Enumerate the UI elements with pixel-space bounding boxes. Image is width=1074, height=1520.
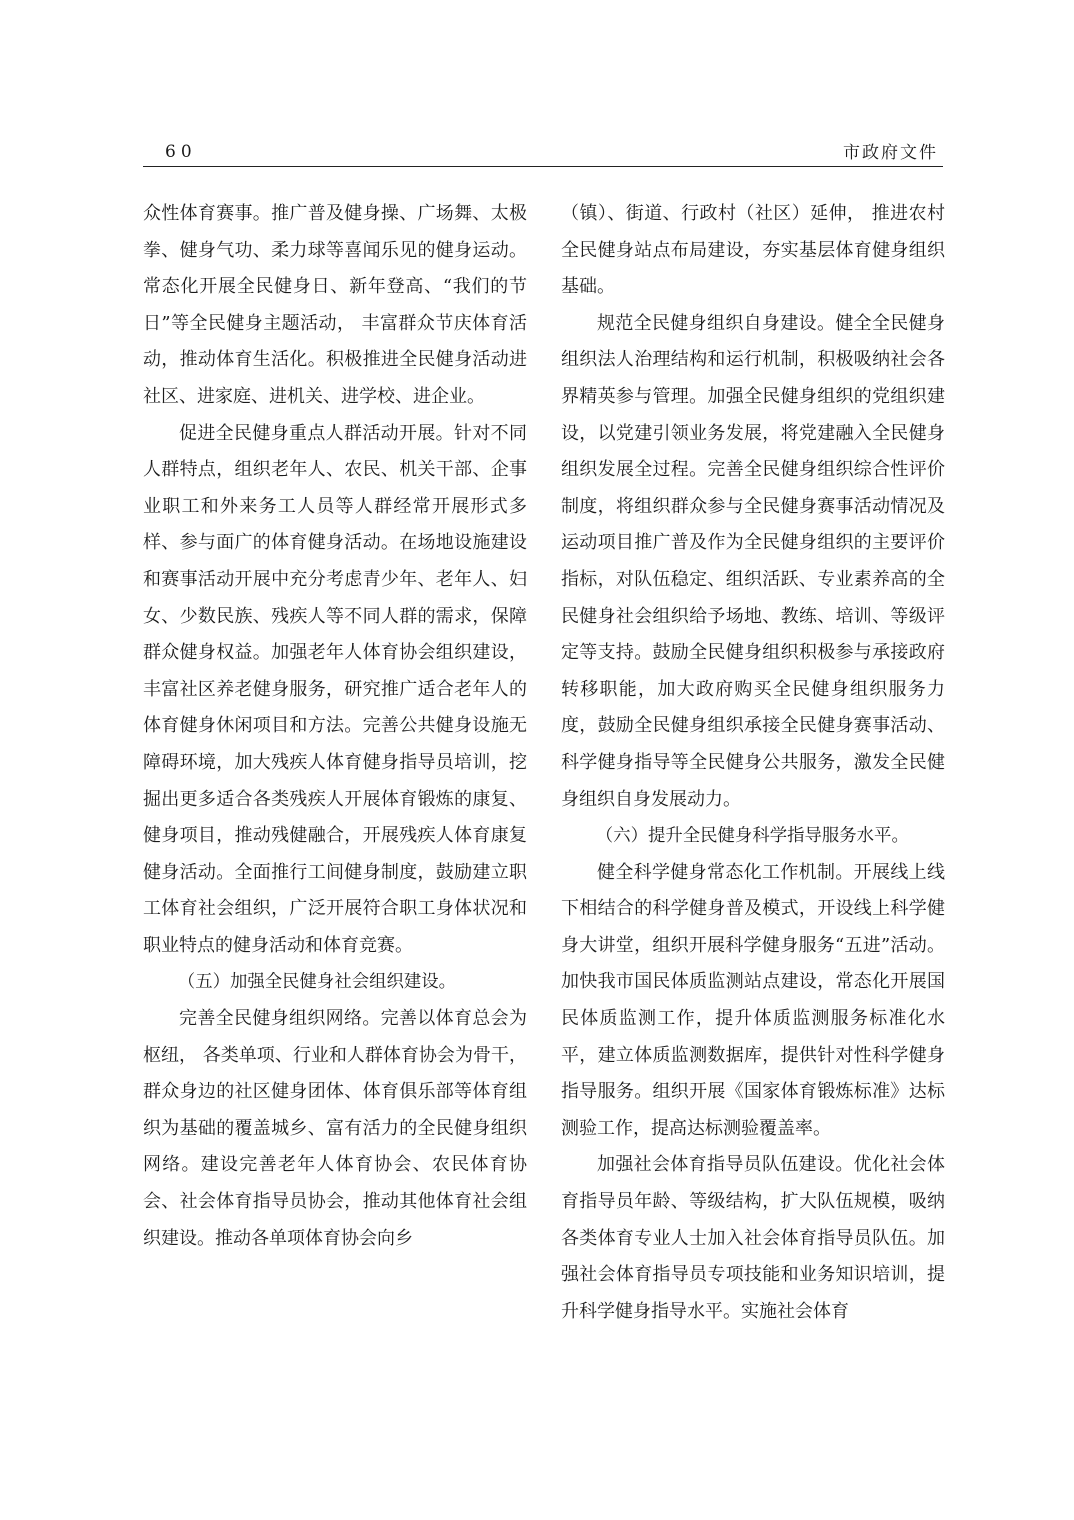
paragraph-organization-network: 完善全民健身组织网络。完善以体育总会为枢纽， 各类单项、行业和人群体育协会为骨干，群众身边的社区健身团体、体育俱乐部等体育组织为基础的覆盖城乡、富有活力的全民健身组织网络。建设完善老年人体育协会、农民体育协会、社会体育指导员协会，推动其他体育社会组织建设。推动各单项体育协会向乡 [143, 1008, 527, 1249]
page-header [143, 136, 943, 167]
paragraph-organization-standards: 规范全民健身组织自身建设。健全全民健身组织法人治理结构和运行机制，积极吸纳社会各界精英参与管理。加强全民健身组织的党组织建设，以党建引领业务发展，将党建融入全民健身组织发展全过程。完善全民健身组织综合性评价制度，将组织群众参与全民健身赛事活动情况及运动项目推广普及作为全民健身组织的主要评价指标，对队伍稳定、组织活跃、专业素养高的全民健身社会组织给予场地、教练、培训、等级评定等支持。鼓励全民健身组织积极参与承接政府转移职能，加大政府购买全民健身组织服务力度，鼓励全民健身组织承接全民健身赛事活动、科学健身指导等全民健身公共服务，激发全民健身组织自身发展动力。 [561, 312, 945, 810]
paragraph-scientific-fitness: 健全科学健身常态化工作机制。开展线上线下相结合的科学健身普及模式，开设线上科学健身大讲堂，组织开展科学健身服务“五进”活动。加快我市国民体质监测站点建设，常态化开展国民体质监测工作，提升体质监测服务标准化水平，建立体质监测数据库，提供针对性科学健身指导服务。组织开展《国家体育锻炼标准》达标测验工作，提高达标测验覆盖率。 [561, 861, 945, 1139]
running-title: 市政府文件 [843, 143, 938, 163]
left-column [143, 196, 527, 1257]
paragraph-continuation-right: （镇）、街道、行政村（社区）延伸， 推进农村全民健身站点布局建设，夯实基层体育健身组织基础。 [561, 203, 945, 298]
section-heading-5: （五）加强全民健身社会组织建设。 [177, 972, 457, 993]
paragraph-instructor-team: 加强社会体育指导员队伍建设。优化社会体育指导员年龄、等级结构，扩大队伍规模，吸纳各类体育专业人士加入社会体育指导员队伍。加强社会体育指导员专项技能和业务知识培训，提升科学健身指导水平。实施社会体育 [561, 1154, 945, 1322]
paragraph-continuation: 众性体育赛事。推广普及健身操、广场舞、太极拳、健身气功、柔力球等喜闻乐见的健身运动。常态化开展全民健身日、新年登高、“我们的节日”等全民健身主题活动， 丰富群众节庆体育活动，推动体育生活化。积极推进全民健身活动进社区、进家庭、进机关、进学校、进企业。 [143, 203, 527, 407]
section-heading-6: （六）提升全民健身科学指导服务水平。 [595, 826, 909, 847]
page-number: 60 [165, 142, 197, 162]
paragraph-key-groups: 促进全民健身重点人群活动开展。针对不同人群特点，组织老年人、农民、机关干部、企事业职工和外来务工人员等人群经常开展形式多样、参与面广的体育健身活动。在场地设施建设和赛事活动开展中充分考虑青少年、老年人、妇女、少数民族、残疾人等不同人群的需求，保障群众健身权益。加强老年人体育协会组织建设，丰富社区养老健身服务，研究推广适合老年人的体育健身休闲项目和方法。完善公共健身设施无障碍环境，加大残疾人体育健身指导员培训，挖掘出更多适合各类残疾人开展体育锻炼的康复、健身项目，推动残健融合，开展残疾人体育康复健身活动。全面推行工间健身制度，鼓励建立职工体育社会组织，广泛开展符合职工身体状况和职业特点的健身活动和体育竞赛。 [143, 422, 527, 956]
right-column [561, 196, 945, 1330]
